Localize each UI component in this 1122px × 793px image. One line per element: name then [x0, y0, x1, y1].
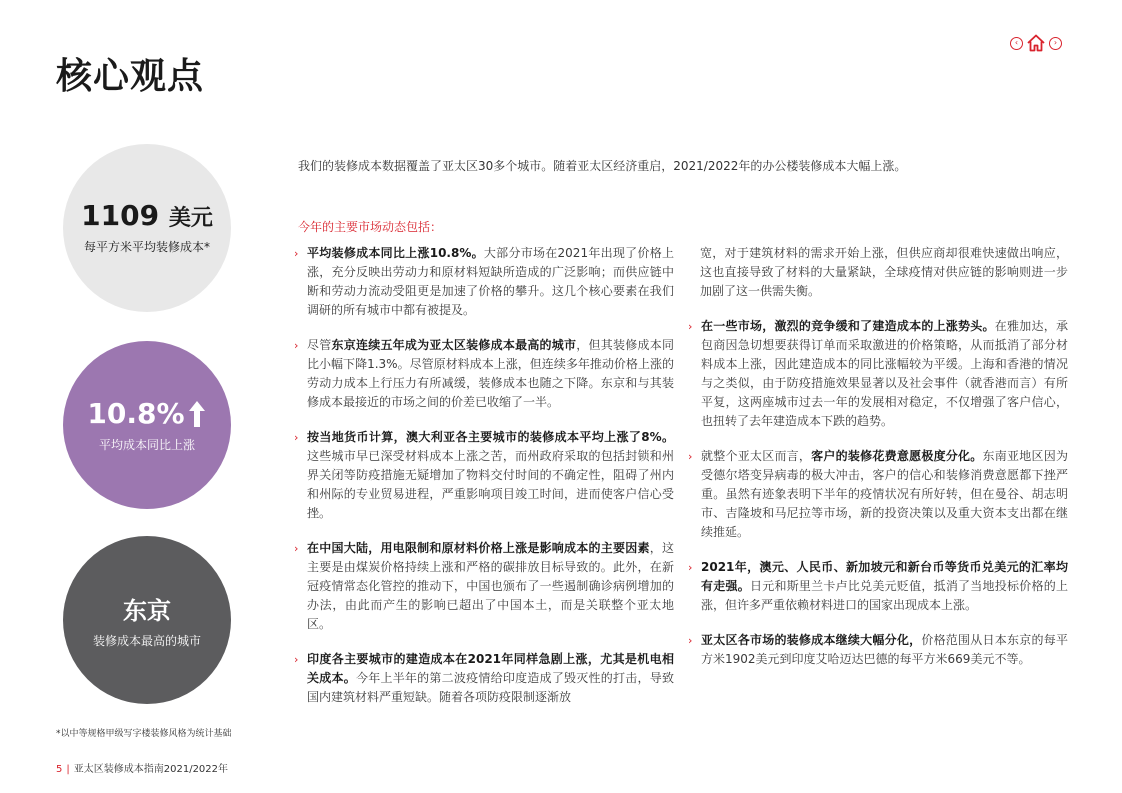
page-navigation: [1010, 33, 1062, 53]
page-number: 5: [56, 764, 63, 775]
stat-top-city: [63, 536, 231, 704]
chevron-right-icon: ›: [294, 653, 299, 666]
page-title: 核心观点: [56, 56, 205, 97]
list-item-continuation: 宽，对于建筑材料的需求开始上涨，但供应商却很难快速做出响应，这也直接导致了材料的大量紧缺，全球疫情对供应链的影响则进一步加剧了这一供需失衡。: [700, 246, 1068, 298]
arrow-up-icon: [187, 399, 207, 429]
page-footer: [56, 760, 228, 775]
chevron-right-icon: ›: [688, 320, 693, 333]
footer-separator: |: [66, 764, 70, 775]
stat-unit: 美元: [168, 206, 213, 232]
chevron-right-icon: ›: [294, 542, 299, 555]
list-item: › 2021年，澳元、人民币、新加坡元和新台币等货币兑美元的汇率均有走强。日元和斯里兰卡卢比兑美元贬值，抵消了当地投标价格的上涨，但许多严重依赖材料进口的国家出现成本上涨。: [688, 560, 1068, 612]
chevron-right-icon: ›: [294, 339, 299, 352]
list-item: › 亚太区各市场的装修成本继续大幅分化，价格范围从日本东京的每平方米1902美元到印度艾哈迈达巴德的每平方米669美元不等。: [688, 633, 1068, 666]
list-item: › 尽管东京连续五年成为亚太区装修成本最高的城市，但其装修成本同比小幅下降1.3%。尽管原材料成本上涨，但连续多年推动价格上涨的劳动力成本上行压力有所减缓，装修成本也随之下降。东京和与其装修成本最接近的市场之间的价差已收缩了一半。: [294, 338, 674, 409]
footnote: *以中等规格甲级写字楼装修风格为统计基础: [56, 729, 232, 739]
next-icon[interactable]: ›: [1049, 37, 1062, 50]
list-item: › 在中国大陆，用电限制和原材料价格上涨是影响成本的主要因素，这主要是由煤炭价格持续上涨和严格的碳排放目标导致的。此外，在新冠疫情常态化管控的推动下，中国也颁布了一些遏制确诊病例增加的办法，由此而产生的影响已超出了中国本土，而是关联整个亚太地区。: [294, 541, 674, 631]
list-item: › 平均装修成本同比上涨10.8%。大部分市场在2021年出现了价格上涨，充分反映出劳动力和原材料短缺所造成的广泛影响；而供应链中断和劳动力流动受阻更是加速了价格的攀升。这几个核心要素在我们调研的所有城市中都有被提及。: [294, 246, 674, 317]
stat-label: 装修成本最高的城市: [92, 634, 201, 648]
footer-title: 亚太区装修成本指南2021/2022年: [73, 764, 229, 775]
left-column: [294, 244, 674, 723]
list-item: › 按当地货币计算，澳大利亚各主要城市的装修成本平均上涨了8%。这些城市早已深受材料成本上涨之苦，而州政府采取的包括封锁和州界关闭等防疫措施无疑增加了物料交付时间的不确定性，阻碍了州内和州际的专业贸易进程，严重影响项目竣工时间，进而使客户信心受挫。: [294, 430, 674, 520]
stat-avg-cost: [63, 144, 231, 312]
section-subheading: 今年的主要市场动态包括：: [298, 220, 443, 234]
chevron-right-icon: ›: [688, 450, 693, 463]
home-icon[interactable]: [1026, 33, 1046, 53]
prev-icon[interactable]: ‹: [1010, 37, 1023, 50]
stat-label: 平均成本同比上涨: [98, 438, 195, 452]
list-item: › 印度各主要城市的建造成本在2021年同样急剧上涨，尤其是机电相关成本。今年上半年的第二波疫情给印度造成了毁灭性的打击，导致国内建筑材料严重短缺。随着各项防疫限制逐渐放: [294, 652, 674, 704]
stat-avg-cost-value: [81, 201, 213, 232]
list-item: › 就整个亚太区而言，客户的装修花费意愿极度分化。东南亚地区因为受德尔塔变异病毒的极大冲击，客户的信心和装修消费意愿都下挫严重。虽然有迹象表明下半年的疫情状况有所好转，但在曼谷、胡志明市、吉隆坡和马尼拉等市场，新的投资决策以及重大资本支出都在继续推延。: [688, 449, 1068, 539]
chevron-right-icon: ›: [294, 431, 299, 444]
right-column: [688, 244, 1068, 685]
stat-value: 东京: [123, 597, 171, 625]
chevron-right-icon: ›: [688, 634, 693, 647]
list-item: › 在一些市场，激烈的竞争缓和了建造成本的上涨势头。在雅加达，承包商因急切想要获得订单而采取激进的价格策略，从而抵消了部分材料成本上涨，因此建造成本的同比涨幅较为平缓。上海和香港的情况与之类似，由于防疫措施效果显著以及社会事件（就香港而言）有所平复，这两座城市过去一年的发展相对稳定，不仅增强了客户信心，也扭转了去年建造成本下跌的趋势。: [688, 319, 1068, 428]
stat-value: 10.8%: [87, 397, 185, 430]
stat-yoy-increase: [63, 341, 231, 509]
chevron-right-icon: ›: [688, 561, 693, 574]
stat-label: 每平方米平均装修成本*: [83, 239, 210, 254]
stat-value: 1109: [81, 199, 160, 233]
intro-text: 我们的装修成本数据覆盖了亚太区30多个城市。随着亚太区经济重启，2021/2022年的办公楼装修成本大幅上涨。: [298, 159, 907, 173]
chevron-right-icon: ›: [294, 247, 299, 260]
